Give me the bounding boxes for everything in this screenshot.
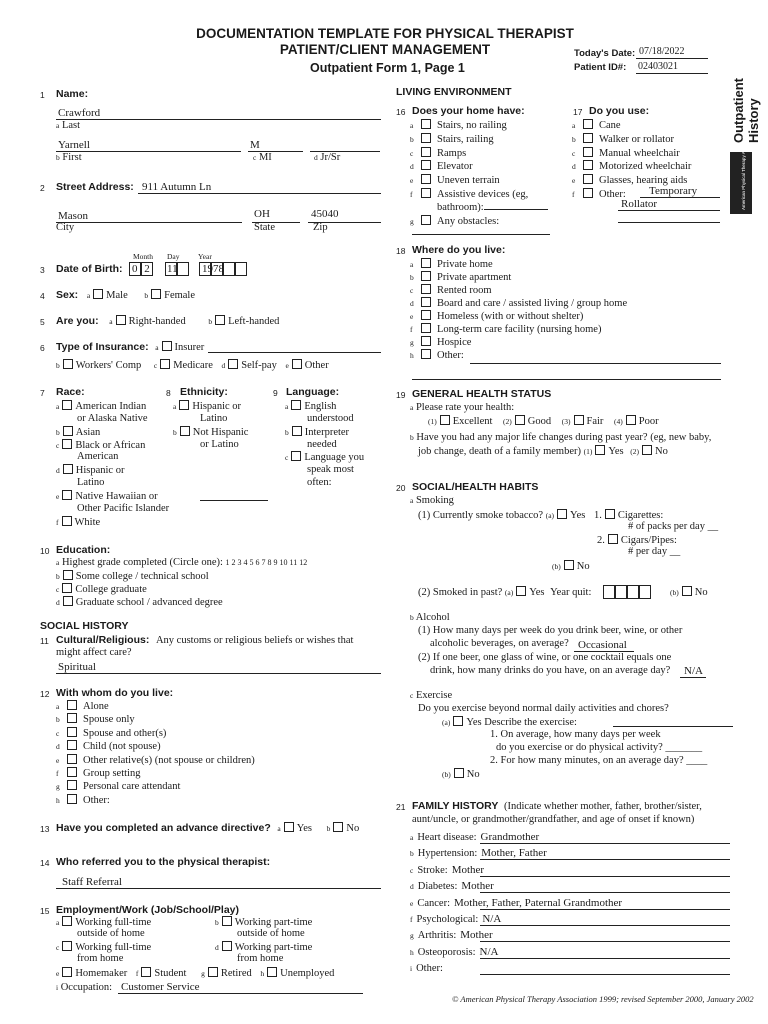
living-with-item (56, 794, 255, 807)
assistive-device-checkbox[interactable] (583, 174, 593, 184)
assistive-device-checkbox[interactable] (583, 147, 593, 157)
living-with-item (56, 754, 255, 767)
month-label: Month (133, 252, 154, 261)
living-with-label: Group setting (83, 768, 141, 780)
living-with-letter: b (56, 715, 60, 725)
q17-other-value1[interactable]: Temporary (649, 185, 698, 197)
ethnicity-hispanic-checkbox[interactable] (179, 400, 189, 410)
student-checkbox[interactable] (141, 967, 151, 977)
living-with-letter: h (56, 795, 60, 805)
home-feature-letter: g (410, 216, 414, 226)
copyright-footer: © American Physical Therapy Association 1999; revised September 2000, January 2002 (452, 994, 754, 1004)
living-with-checkbox[interactable] (67, 713, 77, 723)
occupation-value[interactable]: Customer Service (121, 981, 200, 993)
residence-options (410, 258, 627, 362)
home-feature-letter: d (410, 162, 414, 172)
health-good-checkbox[interactable] (515, 415, 525, 425)
living-with-letter: g (56, 782, 60, 792)
home-feature-letter: e (410, 176, 414, 186)
q20-number: 20 (396, 483, 406, 493)
living-with-checkbox[interactable] (67, 700, 77, 710)
first-letter: b (56, 153, 60, 162)
family-history-condition: Stroke: (417, 864, 448, 876)
q15-label: Employment/Work (Job/School/Play) (56, 904, 240, 916)
patient-id-label: Patient ID#: (574, 62, 627, 73)
family-history-value[interactable]: Mother, Father, Paternal Grandmother (454, 896, 623, 909)
q8-number: 8 (166, 388, 171, 398)
residence-label: Homeless (with or without shelter) (437, 311, 584, 322)
family-history-value[interactable]: Mother, Father (481, 847, 547, 860)
family-history-condition: Hypertension: (417, 848, 478, 860)
mi-letter: c (253, 153, 257, 162)
residence-item (410, 297, 627, 310)
living-environment-heading: LIVING ENVIRONMENT (396, 86, 512, 98)
race-american-indian-checkbox[interactable] (62, 400, 72, 410)
jr-label: Jr/Sr (320, 152, 341, 163)
insurer-checkbox[interactable] (162, 341, 172, 351)
q17-other-value2[interactable]: Rollator (621, 198, 658, 210)
right-handed-checkbox[interactable] (116, 315, 126, 325)
residence-item (410, 271, 627, 284)
living-with-letter: a (56, 702, 60, 711)
q3-number: 3 (40, 265, 45, 275)
family-history-condition: Heart disease: (417, 832, 477, 843)
living-with-item (56, 727, 255, 740)
living-with-item (56, 740, 255, 753)
assistive-device-checkbox[interactable] (583, 133, 593, 143)
home-feature-checkbox[interactable] (421, 133, 431, 143)
residence-checkbox[interactable] (421, 271, 431, 281)
q5-number: 5 (40, 317, 45, 327)
grade-options[interactable]: 1 2 3 4 5 6 7 8 9 10 11 12 (225, 558, 308, 567)
living-with-label: Personal care attendant (83, 781, 181, 793)
q20-label: SOCIAL/HEALTH HABITS (412, 481, 539, 493)
living-with-label: Other: (83, 794, 110, 806)
male-checkbox[interactable] (93, 289, 103, 299)
residence-checkbox[interactable] (421, 336, 431, 346)
q15-number: 15 (40, 906, 50, 916)
living-with-letter: d (56, 742, 60, 752)
living-with-letter: e (56, 755, 60, 765)
living-with-label: Spouse and other(s) (83, 727, 167, 739)
race-hispanic-checkbox[interactable] (63, 464, 73, 474)
first-label: First (62, 152, 82, 163)
family-history-condition: Diabetes: (417, 881, 458, 893)
patient-id-value[interactable]: 02403021 (638, 61, 678, 72)
home-feature-letter: c (410, 148, 414, 158)
family-history-row (410, 831, 730, 847)
home-feature-letter: a (410, 121, 414, 130)
family-history-condition: Psychological: (416, 913, 479, 925)
q12-label: With whom do you live: (56, 687, 174, 699)
referral-value[interactable]: Staff Referral (62, 876, 122, 888)
zip-label: Zip (313, 222, 328, 233)
residence-label: Hospice (437, 337, 472, 348)
smoked-past-no-checkbox[interactable] (682, 586, 692, 596)
q17-label: Do you use: (589, 105, 650, 117)
family-history-value[interactable]: Grandmother (480, 831, 540, 843)
home-feature-label: Stairs, no railing (437, 120, 507, 131)
living-with-checkbox[interactable] (67, 727, 77, 737)
last-letter: a (56, 121, 60, 130)
health-fair-checkbox[interactable] (574, 415, 584, 425)
work-part-time-out-checkbox[interactable] (222, 916, 232, 926)
q19-label: GENERAL HEALTH STATUS (412, 388, 552, 400)
form-title-line2: PATIENT/CLIENT MANAGEMENT (279, 42, 491, 57)
residence-letter: b (410, 273, 414, 282)
home-feature-label: bathroom): (437, 201, 484, 213)
city-value[interactable]: Mason (58, 210, 88, 222)
q14-label: Who referred you to the physical therapist: (56, 856, 271, 868)
family-history-row (410, 929, 730, 945)
smoke-no-checkbox[interactable] (564, 560, 574, 570)
living-with-item (56, 780, 255, 793)
residence-label: Board and care / assisted living / group home (437, 298, 628, 309)
state-value[interactable]: OH (254, 208, 270, 220)
family-history-condition: Arthritis: (417, 930, 457, 942)
family-history-condition: Other: (416, 963, 443, 975)
assistive-device-item (572, 160, 691, 174)
q12-number: 12 (40, 689, 50, 699)
smoke-yes-checkbox[interactable] (557, 509, 567, 519)
workers-comp-option: Workers' Comp (75, 360, 142, 371)
residence-letter: d (410, 299, 414, 308)
home-feature-label: Ramps (437, 147, 467, 159)
last-name-value[interactable]: Crawford (58, 107, 101, 119)
home-feature-checkbox[interactable] (421, 160, 431, 170)
residence-checkbox[interactable] (421, 310, 431, 320)
edu-college-grad-checkbox[interactable] (62, 583, 72, 593)
home-feature-label: Any obstacles: (437, 215, 500, 227)
home-feature-checkbox[interactable] (421, 188, 431, 198)
q11-label: Cultural/Religious: (56, 634, 150, 646)
residence-label: Long-term care facility (nursing home) (437, 324, 602, 335)
home-features-options (410, 119, 528, 228)
jr-letter: d (314, 153, 318, 162)
smoked-past-yes-checkbox[interactable] (516, 586, 526, 596)
q16-label: Does your home have: (412, 105, 525, 117)
right-handed-option: Right-handed (128, 316, 186, 327)
other-insurance-option: Other (304, 360, 329, 371)
ethnicity-not-hispanic-checkbox[interactable] (180, 426, 190, 436)
residence-checkbox[interactable] (421, 349, 431, 359)
first-name-value[interactable]: Yarnell (58, 139, 90, 151)
assistive-device-checkbox[interactable] (583, 160, 593, 170)
unemployed-checkbox[interactable] (267, 967, 277, 977)
residence-letter: h (410, 351, 414, 360)
q9-label: Language: (286, 386, 340, 398)
left-handed-option: Left-handed (228, 316, 280, 327)
assistive-device-checkbox[interactable] (583, 119, 593, 129)
q10-number: 10 (40, 546, 50, 556)
family-history-letter: b (410, 849, 414, 859)
other-insurance-checkbox[interactable] (292, 359, 302, 369)
family-history-value[interactable]: Mother (460, 929, 493, 942)
dob-day-value[interactable]: 11 (167, 263, 178, 275)
q16-number: 16 (396, 107, 406, 117)
residence-checkbox[interactable] (421, 297, 431, 307)
home-feature-letter: b (410, 134, 414, 144)
home-feature-checkbox[interactable] (421, 174, 431, 184)
home-feature-label: Elevator (437, 161, 473, 173)
q17-number: 17 (573, 107, 583, 117)
family-history-letter: g (410, 931, 414, 941)
residence-item (410, 323, 627, 336)
q21-label: FAMILY HISTORY (412, 800, 499, 812)
language-english-checkbox[interactable] (291, 400, 301, 410)
self-pay-checkbox[interactable] (228, 359, 238, 369)
residence-item (410, 284, 627, 297)
residence-letter: g (410, 338, 414, 347)
day-label: Day (167, 252, 180, 261)
residence-checkbox[interactable] (421, 323, 431, 333)
last-label: Last (61, 120, 81, 131)
street-value[interactable]: 911 Autumn Ln (142, 181, 212, 193)
q1-number: 1 (40, 90, 45, 100)
family-history-condition: Osteoporosis: (417, 946, 476, 958)
assistive-device-letter: a (572, 121, 576, 130)
living-with-options (56, 700, 255, 807)
race-asian-checkbox[interactable] (63, 426, 73, 436)
family-history-row (410, 864, 730, 880)
assistive-device-label: Walker or rollator (599, 133, 674, 145)
life-change-yes-checkbox[interactable] (595, 445, 605, 455)
female-checkbox[interactable] (151, 289, 161, 299)
q13-label: Have you completed an advance directive? (56, 822, 271, 834)
edu-graduate-checkbox[interactable] (63, 596, 73, 606)
life-change-no-checkbox[interactable] (642, 445, 652, 455)
q19-number: 19 (396, 390, 406, 400)
city-label: City (56, 222, 75, 233)
assistive-device-letter: b (572, 134, 576, 144)
exercise-no-checkbox[interactable] (454, 768, 464, 778)
q11-number: 11 (40, 636, 49, 646)
living-with-checkbox[interactable] (67, 754, 77, 764)
family-history-condition: Cancer: (417, 897, 450, 909)
q2-label: Street Address: (56, 181, 134, 193)
alcohol-days-value[interactable]: Occasional (578, 639, 627, 651)
assistive-device-letter: d (572, 162, 576, 172)
cultural-value[interactable]: Spiritual (58, 661, 96, 673)
living-with-checkbox[interactable] (67, 780, 77, 790)
family-history-list (410, 831, 730, 979)
residence-item (410, 336, 627, 349)
home-feature-item (410, 215, 528, 229)
living-with-label: Child (not spouse) (83, 741, 161, 753)
assistive-device-letter: e (572, 176, 576, 186)
edu-some-college-checkbox[interactable] (63, 570, 73, 580)
family-history-letter: f (410, 914, 413, 924)
family-history-letter: d (410, 882, 414, 892)
residence-item (410, 258, 627, 271)
residence-checkbox[interactable] (421, 258, 431, 268)
living-with-letter: f (56, 769, 59, 779)
home-feature-item (410, 174, 528, 188)
workers-comp-checkbox[interactable] (63, 359, 73, 369)
q21-number: 21 (396, 802, 406, 812)
family-history-letter: a (410, 833, 414, 842)
family-history-value[interactable]: Mother (461, 880, 494, 893)
assistive-device-checkbox[interactable] (583, 188, 593, 198)
residence-letter: a (410, 260, 414, 269)
date-label: Today's Date: (574, 48, 636, 59)
assistive-device-label: Manual wheelchair (599, 147, 680, 159)
living-with-checkbox[interactable] (67, 740, 77, 750)
living-with-checkbox[interactable] (67, 794, 77, 804)
retired-checkbox[interactable] (208, 967, 218, 977)
home-feature-item (410, 133, 528, 147)
q4-number: 4 (40, 291, 45, 301)
health-poor-checkbox[interactable] (626, 415, 636, 425)
home-feature-label: Assistive devices (eg, (437, 188, 529, 200)
residence-label: Private apartment (437, 272, 512, 283)
assistive-device-letter: c (572, 148, 576, 158)
dob-year-value[interactable]: 1978 (202, 263, 224, 275)
health-excellent-checkbox[interactable] (440, 415, 450, 425)
home-feature-checkbox[interactable] (421, 119, 431, 129)
social-history-heading: SOCIAL HISTORY (40, 620, 129, 632)
medicare-option: Medicare (173, 360, 213, 371)
residence-item (410, 349, 627, 362)
medicare-checkbox[interactable] (160, 359, 170, 369)
alcohol-drinks-value[interactable]: N/A (684, 665, 703, 677)
language-interpreter-checkbox[interactable] (292, 426, 302, 436)
q18-label: Where do you live: (412, 244, 506, 256)
q7-number: 7 (40, 388, 45, 398)
residence-letter: e (410, 312, 414, 321)
female-option: Female (164, 290, 196, 301)
home-feature-checkbox[interactable] (421, 147, 431, 157)
residence-letter: f (410, 325, 413, 334)
family-history-row (410, 880, 730, 896)
date-value[interactable]: 07/18/2022 (639, 46, 685, 57)
directive-no-checkbox[interactable] (333, 822, 343, 832)
assistive-device-letter: f (572, 189, 575, 199)
q8-label: Ethnicity: (180, 386, 228, 398)
dob-month-value[interactable]: 0 2 (132, 263, 152, 275)
exercise-yes-checkbox[interactable] (453, 716, 463, 726)
self-pay-option: Self-pay (241, 360, 277, 371)
home-feature-checkbox[interactable] (421, 215, 431, 225)
q14-number: 14 (40, 858, 50, 868)
work-full-time-out-checkbox[interactable] (62, 916, 72, 926)
assistive-device-label: Motorized wheelchair (599, 161, 692, 173)
q9-number: 9 (273, 388, 278, 398)
home-feature-item (410, 119, 528, 133)
race-black-checkbox[interactable] (62, 439, 72, 449)
living-with-label: Other relative(s) (not spouse or children) (83, 754, 255, 766)
assistive-device-label: Other: (599, 188, 626, 200)
left-handed-checkbox[interactable] (215, 315, 225, 325)
q6-label: Type of Insurance: (56, 341, 149, 353)
residence-label: Rented room (437, 285, 492, 296)
family-history-value[interactable]: Mother (451, 863, 485, 876)
q4-label: Sex: (56, 289, 79, 301)
home-feature-label: Stairs, railing (437, 133, 494, 145)
mi-value[interactable]: M (250, 139, 260, 151)
q10-label: Education: (56, 544, 111, 556)
q3-label: Date of Birth: (56, 263, 123, 275)
residence-letter: c (410, 286, 414, 295)
residence-item (410, 310, 627, 323)
home-feature-letter: f (410, 189, 413, 199)
living-with-checkbox[interactable] (67, 767, 77, 777)
q5-label: Are you: (56, 315, 99, 327)
residence-label: Private home (437, 259, 493, 270)
insurer-option: Insurer (174, 342, 205, 353)
race-hawaiian-checkbox[interactable] (62, 490, 72, 500)
family-history-row (410, 946, 730, 962)
living-with-item (56, 700, 255, 713)
assistive-device-item (572, 133, 691, 147)
residence-checkbox[interactable] (421, 284, 431, 294)
year-label: Year (198, 252, 212, 261)
living-with-item (56, 713, 255, 726)
family-history-value[interactable]: N/A (479, 945, 499, 958)
cigarettes-checkbox[interactable] (605, 509, 615, 519)
assistive-device-item (572, 147, 691, 161)
cigars-checkbox[interactable] (608, 534, 618, 544)
residence-label: Other: (437, 350, 464, 361)
home-feature-item (410, 147, 528, 161)
assistive-device-label: Glasses, hearing aids (599, 175, 688, 187)
family-history-row (410, 897, 730, 913)
language-other-checkbox[interactable] (291, 451, 301, 461)
homemaker-checkbox[interactable] (62, 967, 72, 977)
q2-number: 2 (40, 183, 45, 193)
home-feature-item (410, 160, 528, 174)
q13-number: 13 (40, 824, 50, 834)
home-feature-item (410, 188, 528, 202)
assistive-device-label: Cane (599, 120, 621, 131)
family-history-row (410, 913, 730, 929)
family-history-letter: e (410, 898, 414, 908)
work-part-time-home-checkbox[interactable] (222, 941, 232, 951)
directive-yes-checkbox[interactable] (284, 822, 294, 832)
form-subtitle: Outpatient Form 1, Page 1 (310, 61, 465, 75)
form-title-line1: DOCUMENTATION TEMPLATE FOR PHYSICAL THERAPIST (196, 26, 574, 41)
family-history-value[interactable]: N/A (482, 912, 502, 925)
family-history-letter: c (410, 865, 414, 875)
q6-number: 6 (40, 343, 45, 353)
race-white-checkbox[interactable] (62, 516, 72, 526)
state-label: State (254, 222, 275, 233)
q7-label: Race: (56, 386, 85, 398)
apta-logo-text: American Physical Therapy Association (741, 131, 746, 210)
male-option: Male (106, 290, 128, 301)
assistive-device-item (572, 119, 691, 133)
family-history-row (410, 962, 730, 978)
living-with-label: Alone (83, 701, 109, 712)
zip-value[interactable]: 45040 (311, 208, 339, 220)
q18-number: 18 (396, 246, 406, 256)
living-with-letter: c (56, 728, 60, 738)
living-with-label: Spouse only (83, 714, 135, 726)
side-tab-label: Outpatient History (731, 78, 761, 143)
mi-label: MI (258, 152, 272, 163)
home-feature-label: Uneven terrain (437, 175, 500, 187)
family-history-letter: h (410, 947, 414, 957)
family-history-letter: i (410, 964, 413, 974)
work-full-time-home-checkbox[interactable] (62, 941, 72, 951)
q1-label: Name: (56, 88, 89, 100)
family-history-row (410, 847, 730, 863)
living-with-item (56, 767, 255, 780)
